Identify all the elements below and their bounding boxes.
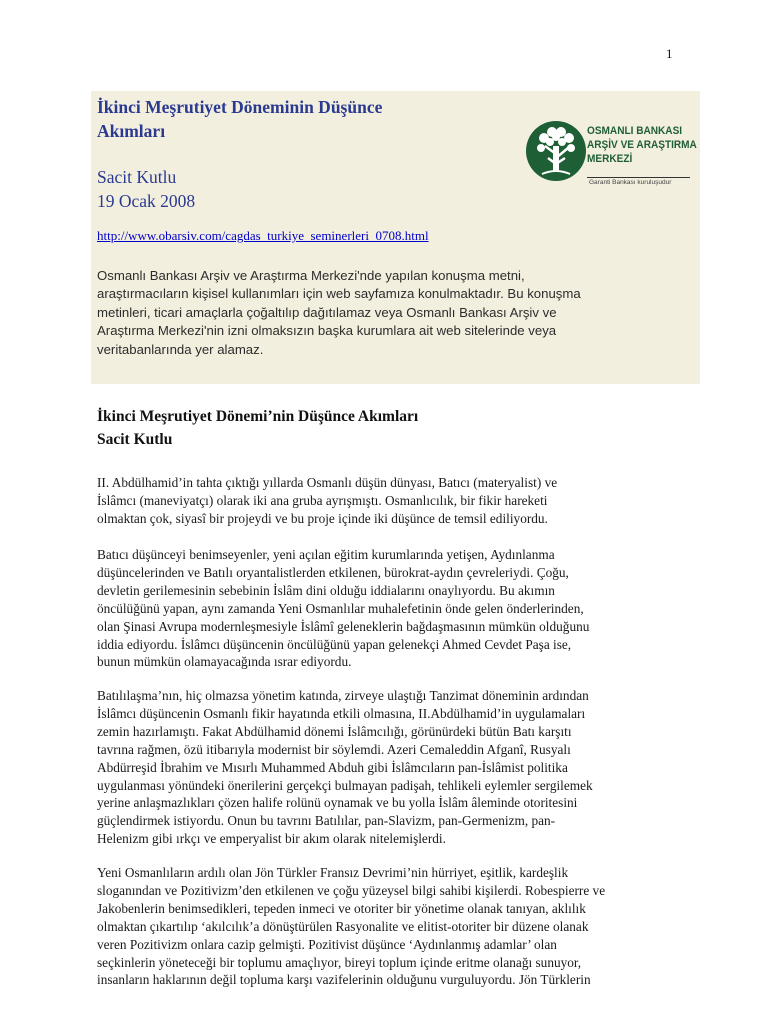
paragraph-line: öncülüğünü yapan, aynı zamanda Yeni Osmanlılar muhalefetinin önde gelen önderlerinden, [97,600,584,616]
paragraph-line: İslâmcı düşüncenin Osmanlı fikir hayatında etkili olmasına, II.Abdülhamid’in uygulamaları [97,705,586,721]
document-title [97,95,497,143]
paragraph-line: İslâmcı (maneviyatçı) olarak iki ana gruba ayrışmıştı. Osmanlıcılık, bir fikir hareketi [97,492,548,508]
document-title-line: İkinci Meşrutiyet Döneminin Düşünce [97,97,383,117]
paragraph-line: Jakobenlerin benimsedikleri, tepeden inmeci ve otoriter bir yönetime olanak tanıyan, aklılık [97,900,586,916]
notice-line: araştırmacıların kişisel kullanımları için web sayfamıza konulmaktadır. Bu konuşma [97,286,581,302]
usage-notice [97,267,687,359]
paragraph-line: devletin gerilemesinin sebebinin İslâm dini olduğu iddialarını onaylıyordu. Bu akımın [97,582,555,598]
paragraph-line: Helenizm gibi ırkçı ve emperyalist bir akım olarak nitelemişlerdi. [97,831,446,847]
document-title-line: Akımları [97,121,166,141]
paragraph-line: olmaktan çok, siyasî bir projeydi ve bu proje içinde iki düşünce de temsil ediliyordu. [97,510,548,526]
paragraph-line: Yeni Osmanlıların ardılı olan Jön Türkler Fransız Devrimi’nin hürriyet, eşitlik, kardeşlik [97,865,569,880]
body-paragraph [97,546,697,671]
paragraph-line: güçlendirmek istiyordu. Onun bu tavrını Batılılar, pan-Slavizm, pan-Germenizm, pan- [97,813,556,829]
logo-line: OSMANLI BANKASI [587,125,683,137]
notice-line: Osmanlı Bankası Arşiv ve Araştırma Merkezi'nde yapılan konuşma metni, [97,268,525,283]
section-author: Sacit Kutlu [97,431,173,448]
paragraph-line: Batıcı düşünceyi benimseyenler, yeni açılan eğitim kurumlarında yetişen, Aydınlanma [97,547,555,562]
body-paragraph [97,864,697,989]
section-heading [97,405,418,451]
logo-subtitle: Garanti Bankası kuruluşudur [589,179,672,186]
paragraph-line: Abdürreşid İbrahim ve Mısırlı Muhammed Abduh gibi İslâmcıların pan-İslâmist politika [97,759,568,775]
paragraph-line: uygulanması yönündeki önerilerini gerçekçi bulmayan padişah, tehlikeli eylemler sergilemek [97,777,593,793]
paragraph-line: seçkinlerin yöneteceği bir toplumu amaçlıyor, bireyi toplum içinde eritme olanağı sunuyor, [97,954,582,970]
section-title: İkinci Meşrutiyet Dönemi’nin Düşünce Akımları [97,408,419,425]
paragraph-line: bunun mümkün olamayacağında ısrar ediyordu. [97,654,352,670]
notice-line: Araştırma Merkezi'nin izni olmaksızın başka kurumlara ait web sitelerinde veya [97,323,557,339]
paragraph-line: tavrına rağmen, özü itibarıyla modernist bir söylemdi. Azeri Cemaleddin Afganî, Rusyalı [97,741,571,757]
logo-line: MERKEZİ [587,153,633,165]
paragraph-line: iddia ediyordu. İslâmcı düşüncenin öncülüğünü yapan gelenekçi Ahmed Cevdet Paşa ise, [97,636,572,652]
logo-divider [587,177,690,178]
page-number: 1 [666,46,673,61]
paragraph-line: sloganından ve Pozitivizm’den etkilenen ve çoğu yüzeysel bilgi sahibi kişilerdi. Robespierre ve [97,882,606,898]
paragraph-line: olmaktan çıkartılıp ‘akılcılık’a dönüştürülen Rasyonalite ve elitist-otoriter bir düzene olanak [97,918,589,934]
paragraph-line: düşüncelerinden ve Batılı oryantalistlerden etkilenen, bürokrat-aydın çevreleriydi. Çoğu, [97,564,569,580]
paragraph-line: olan Şinasi Avrupa modernleşmesiyle İslâmî geleneklerin bağdaşmasının mümkün olduğunu [97,618,590,634]
paragraph-line: zemin hazırlamıştı. Fakat Abdülhamid dönemi İslâmcılığı, görünürdeki bütün Batı karşıtı [97,723,572,739]
paragraph-line: yerine anlaşmazlıkları çözen halife rolünü oynamak ve bu yolla İslâm âleminde otoritesini [97,795,578,811]
document-byline [97,165,497,213]
notice-line: metinleri, ticari amaçlarla çoğaltılıp dağıtılamaz veya Osmanlı Bankası Arşiv ve [97,304,557,320]
logo-line: ARŞİV VE ARAŞTIRMA [587,139,697,151]
body-paragraph [97,687,697,848]
notice-line: veritabanlarında yer alamaz. [97,341,264,357]
paragraph-line: Batılılaşma’nın, hiç olmazsa yönetim katında, zirveye ulaştığı Tanzimat döneminin ardından [97,688,589,703]
paragraph-line: veren Pozitivizm onlara cazip gelmişti. Pozitivist düşünce ‘Aydınlanmış adamlar’ olan [97,936,557,952]
author-name: Sacit Kutlu [97,167,177,187]
paragraph-line: II. Abdülhamid’in tahta çıktığı yıllarda Osmanlı düşün dünyası, Batıcı (materyalist) ve [97,475,558,490]
document-date: 19 Ocak 2008 [97,191,196,211]
logo-wordmark [587,124,697,166]
source-link[interactable]: http://www.obarsiv.com/cagdas_turkiye_seminerleri_0708.html [97,228,429,243]
paragraph-line: insanların haklarının değil topluma karşı vazifelerinin olduğunu vurguluyordu. Jön Türklerin [97,972,591,988]
body-paragraph [97,474,697,528]
